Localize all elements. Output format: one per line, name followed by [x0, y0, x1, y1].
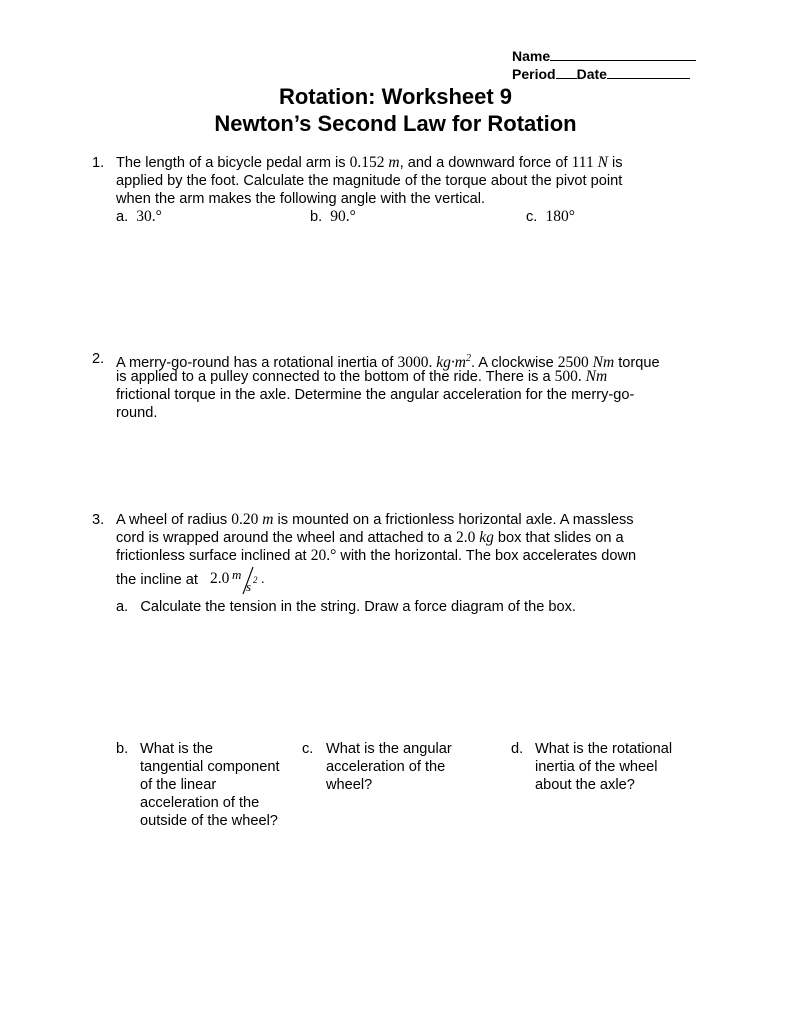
q3-angle-value: 20.° — [310, 547, 337, 564]
q2-line4: round. — [116, 405, 158, 421]
q3-part-c-label: c. — [302, 741, 314, 757]
period-label: Period — [512, 66, 556, 82]
q2-inertia-value: 3000. $kg\cdot m^2$ — [397, 353, 471, 372]
q3-number: 3. — [92, 512, 105, 528]
date-blank[interactable] — [607, 65, 690, 79]
q1-part-a: a. 30.° — [116, 208, 162, 225]
q1-line2: applied by the foot. Calculate the magnitude of the torque about the pivot point — [116, 173, 623, 189]
q3-radius-value: 0.20 m — [231, 511, 274, 528]
q2-line2: is applied to a pulley connected to the bottom of the ride. There is a 500. Nm — [116, 368, 608, 385]
q2-torque-value: 2500 Nm — [557, 354, 615, 372]
q3-part-d-text: What is the rotational inertia of the wheel about the axle? — [535, 741, 673, 793]
q3-part-b-text: What is the tangential component of the linear acceleration of the outside of the wheel? — [140, 741, 280, 829]
q2-line1: A merry-go-round has a rotational inertia of 3000. $kg\cdot m^2$. A clockwise 2500 Nm torque — [116, 353, 660, 372]
period-blank[interactable] — [556, 65, 577, 79]
q3-part-c-text: What is the angular acceleration of the wheel? — [326, 741, 452, 793]
q2-line3: frictional torque in the axle. Determine the angular acceleration for the merry-go- — [116, 387, 635, 403]
q3-line3: frictionless surface inclined at 20.° with the horizontal. The box accelerates down — [116, 547, 637, 564]
q2-friction-value: 500. Nm — [554, 368, 608, 385]
q3-mass-value: 2.0 kg — [455, 529, 494, 546]
q1-part-c: c. 180° — [526, 208, 575, 225]
q1-length-value: 0.152 m — [349, 154, 400, 171]
q1-line1: The length of a bicycle pedal arm is 0.152 m, and a downward force of 111 N is — [116, 154, 623, 171]
q3-part-a: a. Calculate the tension in the string. Draw a force diagram of the box. — [116, 599, 576, 615]
q3-part-b-label: b. — [116, 741, 129, 757]
q3-line2: cord is wrapped around the wheel and attached to a 2.0 kg box that slides on a — [116, 529, 624, 546]
q1-number: 1. — [92, 155, 105, 171]
q3-part-d-label: d. — [511, 741, 524, 757]
period-date-field[interactable] — [512, 65, 690, 83]
q3-line1: A wheel of radius 0.20 m is mounted on a frictionless horizontal axle. A massless — [116, 511, 634, 528]
page-title: Rotation: Worksheet 9 — [278, 84, 513, 109]
q2-number: 2. — [92, 351, 105, 367]
q3-acceleration-value: 2.0 m s 2 . — [210, 567, 265, 594]
q1-part-b: b. 90.° — [310, 208, 356, 225]
page-subtitle: Newton’s Second Law for Rotation — [214, 111, 577, 136]
name-blank[interactable] — [550, 47, 696, 61]
q1-line3: when the arm makes the following angle with the vertical. — [116, 191, 486, 207]
q3-line4: the incline at — [116, 572, 198, 588]
name-label: Name — [512, 48, 551, 64]
date-label: Date — [576, 66, 607, 82]
name-field[interactable] — [512, 47, 696, 65]
q1-force-value: 111 N — [571, 154, 608, 171]
